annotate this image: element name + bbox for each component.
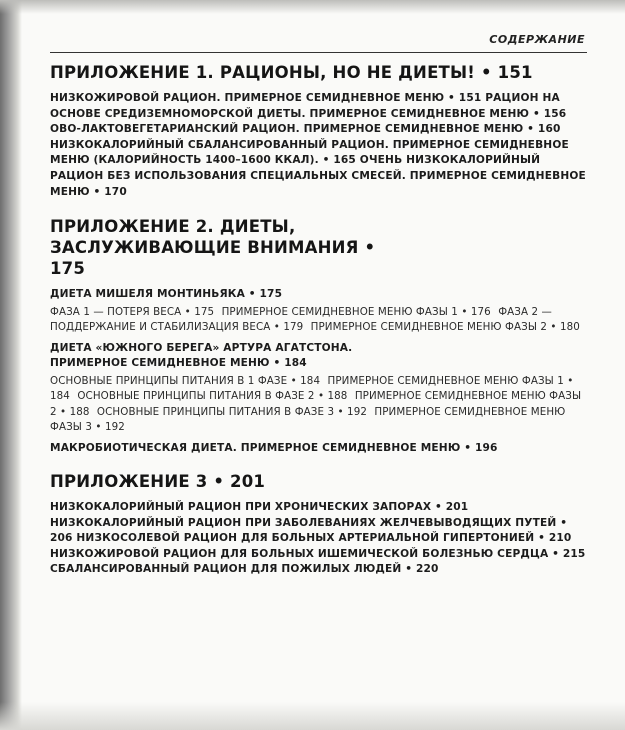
section-title: ПРИЛОЖЕНИЕ 3 • 201 bbox=[50, 471, 266, 491]
subsection-heading[interactable]: МАКРОБИОТИЧЕСКАЯ ДИЕТА. ПРИМЕРНОЕ СЕМИДНЕВНОЕ МЕНЮ • 196 bbox=[50, 442, 498, 455]
toc-subentry[interactable]: ФАЗА 2 — ПОДДЕРЖАНИЕ И СТАБИЛИЗАЦИЯ ВЕСА • 179 bbox=[50, 305, 552, 334]
page-spine-shadow bbox=[0, 0, 22, 730]
section-title: ПРИЛОЖЕНИЕ 2. ДИЕТЫ, ЗАСЛУЖИВАЮЩИЕ ВНИМАНИЯ • 175 bbox=[50, 217, 376, 279]
section-title: ПРИЛОЖЕНИЕ 1. РАЦИОНЫ, НО НЕ ДИЕТЫ! • 151 bbox=[50, 63, 533, 82]
toc-entry[interactable]: НИЗКОЖИРОВОЙ РАЦИОН. ПРИМЕРНОЕ СЕМИДНЕВНОЕ МЕНЮ • 151 bbox=[50, 92, 486, 104]
toc-subentry[interactable]: ОСНОВНЫЕ ПРИНЦИПЫ ПИТАНИЯ В ФАЗЕ 2 • 188 bbox=[77, 390, 351, 403]
toc-entry[interactable]: НИЗКОЖИРОВОЙ РАЦИОН ДЛЯ БОЛЬНЫХ ИШЕМИЧЕСКОЙ БОЛЕЗНЬЮ СЕРДЦА • 215 bbox=[50, 547, 586, 560]
toc-entry[interactable]: РАЦИОН НА ОСНОВЕ СРЕДИЗЕМНОМОРСКОЙ ДИЕТЫ. ПРИМЕРНОЕ СЕМИДНЕВНОЕ МЕНЮ • 156 bbox=[50, 92, 567, 120]
toc-content bbox=[50, 62, 587, 578]
subsection-entry-list bbox=[50, 305, 587, 336]
appendix-1 bbox=[50, 62, 587, 200]
subsection-heading[interactable]: ДИЕТА «ЮЖНОГО БЕРЕГА» АРТУРА АГАТСТОНА. ПРИМЕРНОЕ СЕМИДНЕВНОЕ МЕНЮ • 184 bbox=[50, 341, 353, 370]
toc-subentry[interactable]: ПРИМЕРНОЕ СЕМИДНЕВНОЕ МЕНЮ ФАЗЫ 1 • 176 bbox=[221, 305, 495, 318]
subsection-heading[interactable]: ДИЕТА МИШЕЛЯ МОНТИНЬЯКА • 175 bbox=[50, 288, 283, 301]
entry-list bbox=[50, 500, 587, 578]
page-top-shadow bbox=[0, 0, 625, 14]
toc-entry[interactable]: НИЗКОСОЛЕВОЙ РАЦИОН ДЛЯ БОЛЬНЫХ АРТЕРИАЛЬНОЙ ГИПЕРТОНИЕЙ • 210 bbox=[76, 532, 572, 545]
toc-entry[interactable]: ОВО-ЛАКТОВЕГЕТАРИАНСКИЙ РАЦИОН. ПРИМЕРНОЕ СЕМИДНЕВНОЕ МЕНЮ • 160 bbox=[50, 123, 561, 136]
running-head: СОДЕРЖАНИЕ bbox=[489, 33, 585, 46]
subsection-entry-list bbox=[50, 374, 587, 436]
page-bottom-shadow bbox=[0, 702, 625, 730]
toc-subentry[interactable]: ПРИМЕРНОЕ СЕМИДНЕВНОЕ МЕНЮ ФАЗЫ 3 • 192 bbox=[50, 405, 566, 433]
header-rule bbox=[50, 52, 587, 53]
entry-list bbox=[50, 91, 587, 200]
toc-subentry[interactable]: ПРИМЕРНОЕ СЕМИДНЕВНОЕ МЕНЮ ФАЗЫ 2 • 188 bbox=[50, 390, 582, 418]
toc-entry[interactable]: НИЗКОКАЛОРИЙНЫЙ РАЦИОН ПРИ ХРОНИЧЕСКИХ ЗАПОРАХ • 201 bbox=[50, 500, 469, 513]
toc-entry[interactable]: ОЧЕНЬ НИЗКОКАЛОРИЙНЫЙ РАЦИОН БЕЗ ИСПОЛЬЗОВАНИЯ СПЕЦИАЛЬНЫХ СМЕСЕЙ. ПРИМЕРНОЕ СЕМИДНЕВНОЕ МЕНЮ • 170 bbox=[50, 154, 586, 198]
toc-subentry[interactable]: ОСНОВНЫЕ ПРИНЦИПЫ ПИТАНИЯ В ФАЗЕ 3 • 192 bbox=[96, 405, 371, 418]
appendix-3 bbox=[50, 471, 587, 578]
toc-subentry[interactable]: ОСНОВНЫЕ ПРИНЦИПЫ ПИТАНИЯ В 1 ФАЗЕ • 184 bbox=[50, 374, 324, 387]
toc-entry[interactable]: НИЗКОКАЛОРИЙНЫЙ РАЦИОН ПРИ ЗАБОЛЕВАНИЯХ ЖЕЛЧЕВЫВОДЯЩИХ ПУТЕЙ • 206 bbox=[50, 516, 568, 545]
toc-entry[interactable]: СБАЛАНСИРОВАННЫЙ РАЦИОН ДЛЯ ПОЖИЛЫХ ЛЮДЕЙ • 220 bbox=[50, 563, 439, 576]
toc-subentry[interactable]: ПРИМЕРНОЕ СЕМИДНЕВНОЕ МЕНЮ ФАЗЫ 1 • 184 bbox=[50, 374, 574, 403]
toc-subentry[interactable]: ПРИМЕРНОЕ СЕМИДНЕВНОЕ МЕНЮ ФАЗЫ 2 • 180 bbox=[310, 321, 580, 334]
appendix-2 bbox=[50, 216, 587, 457]
toc-subentry[interactable]: ФАЗА 1 — ПОТЕРЯ ВЕСА • 175 bbox=[50, 305, 218, 318]
toc-entry[interactable]: НИЗКОКАЛОРИЙНЫЙ СБАЛАНСИРОВАННЫЙ РАЦИОН. ПРИМЕРНОЕ СЕМИДНЕВНОЕ МЕНЮ (КАЛОРИЙНОСТЬ 1400–1600 ККАЛ). • 165 bbox=[50, 138, 569, 167]
